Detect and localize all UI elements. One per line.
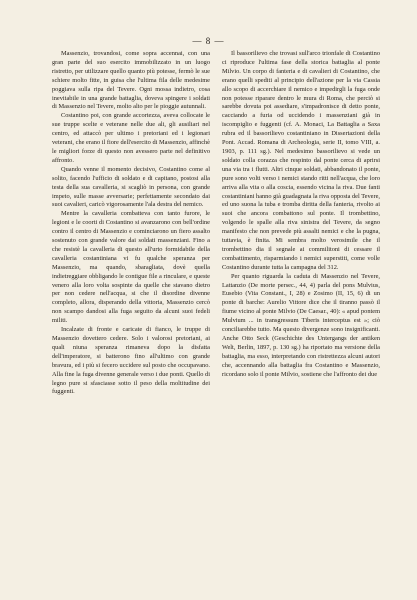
right-column bbox=[222, 50, 380, 380]
left-column bbox=[52, 50, 210, 397]
paragraph: Il bassorilievo che trovasi sull'arco trionfale di Costantino ci riproduce l'ultima fase della storica battaglia al ponte Milvio. Un corpo di fanteria e di cavalieri di Costantino, che erano quelli spediti al principio dell'azione per la via Cassia allo scopo di accerchiare il nemico e impedirgli la fuga onde non potesse riparare dentro le mura di Roma, che perciò si sarebbe dovuta poi assediare, s'impadronisce di detto ponte, cacciando a furia od uccidendo i massenziani già in iscompiglio e fuggenti (cf. A. Monaci, La Battaglia a Saxa rubra ed il bassorilievo costantiniano in Dissertazioni della Pont. Accad. Romana di Archeologia, serie II, tomo VIII, a. 1903, p. 111 sg.). Nel medesimo bassorilievo si vede un soldato colla corazza che respinto dal ponte cerca di aprirsi una via tra i flutti. Altri cinque soldati, abbandonato il ponte, pure sono volti verso i nemici stando ritti nell'acqua, che loro arriva alla vita o alla coscia, essendo vicina la riva. Due fanti costantiniani hanno già guadagnata la riva opposta del Tevere, ed uno suona la tuba e tromba diritta della fanteria, rivolto ai suoi che ancora combattono sul ponte. Il trombettino, volgendo le spalle alla riva sinistra del Tevere, da segno manifesto che non prevede più assalti nemici e che la pugna, tuttavia, è finita. Mi sembra molto verosimile che il trombettino dia il segnale ai commilitoni di cessare il combattimento, risparmiando i nemici superstiti, come volle Costantino durante tutta la campagna del 312. bbox=[222, 50, 380, 271]
paragraph: Incalzate di fronte e caricate di fianco, le truppe di Massenzio dovettero cedere. Solo i valorosi pretoriani, ai quali niuna speranza rimaneva dopo la disfatta dell'imperatore, si batterono fino all'ultimo con grande bravura, ed i più si fecero uccidere sul posto che occupavano. Alla fine la fuga divenne generale verso i due ponti. Quello di legno pure si sfasciasse sotto il peso della moltitudine dei fuggenti. bbox=[52, 326, 210, 396]
paragraph: Per quanto riguarda la caduta di Massenzio nel Tevere, Lattanzio (De morte persec., 44, 4) parla del pons Mulvius, Eusebio (Vita Constant., I, 28) e Zosimo (II, 15, 6) di un ponte di barche: Aurelio Vittore dice che il tiranno passò il fiume vicino al ponte Milvio (De Caesar., 40): « apud pontem Mulvium ... in transgressum Tiberis interceptus est »; ciò conciliarebbe tutto. Ma questo divergenze sono insignificanti. Anche Otto Seck (Geschichte des Untergangs der antiken Welt, Berlin, 1897, p. 130 sg.) ha riportato ma versione della battaglia, ma esso, interpretando con ristrettezza alcuni autori che, accennando alla battaglia fra Costantino e Massenzio, ricordano solo il ponte Milvio, sostiene che l'affronto dei due bbox=[222, 272, 380, 378]
page-number: — 8 — bbox=[192, 36, 225, 46]
paragraph: Massenzio, trovandosi, come sopra accennai, con una gran parte del suo esercito immobilizzato in un luogo ristretto, per utilizzare quello quanto più potesse, fermò le sue schiere molto fitte, in guisa che l'ultima fila delle medesime poggiava sulla ripa del Tevere. Ogni mossa indietro, cosa inevitabile in una grande battaglia, doveva spingere i soldati di Massenzio nel Tevere, molto alto per le pioggie autunnali. bbox=[52, 50, 210, 111]
paragraph: Quando venne il momento decisivo, Costantino come al solito, facendo l'ufficio di soldato e di capitano, postosi alla testa della sua cavalleria, si scagliò in persona, con grande impeto, sulle masse avversarie; perfettamente secondato dai suoi cavalieri, caricò vigorosamente l'ala destra del nemico. bbox=[52, 165, 210, 209]
paragraph: Mentre la cavalleria combatteva con tanto furore, le legioni e le coorti di Costantino si avanzarono con bell'ordine contro il centro di Massenzio e cominciarono un fiero assalto sostenuto con grande valore dai soldati massenziani. Fino a che resistè la cavalleria di questo all'urto formidabile della cavalleria costantiniana vi fu qualche speranza per Massenzio, ma quando, sbaragliata, dovè quella indietreggiare obbligando le contigue file a rinculare, e queste venero alla loro volta sospinte da quelle che stavano dietro per non cedere nell'acqua, si che il disordine divenne completo, allora, disperando della vittoria, Massenzio cercò non scampo dandosi alla fuga seguito da alcuni suoi fedeli militi. bbox=[52, 210, 210, 325]
paragraph: Costantino poi, con grande accortezza, aveva collocate le sue truppe scelte e veterane nelle due ali, gli ausiliari nel centro, ed attaccò per ultimo i pretoriani ed i legionari veterani, che erano il fiore dell'esercito di Massenzio, affinchè le migliori forze di questo non avessero parte nel definitivo affronto. bbox=[52, 112, 210, 164]
